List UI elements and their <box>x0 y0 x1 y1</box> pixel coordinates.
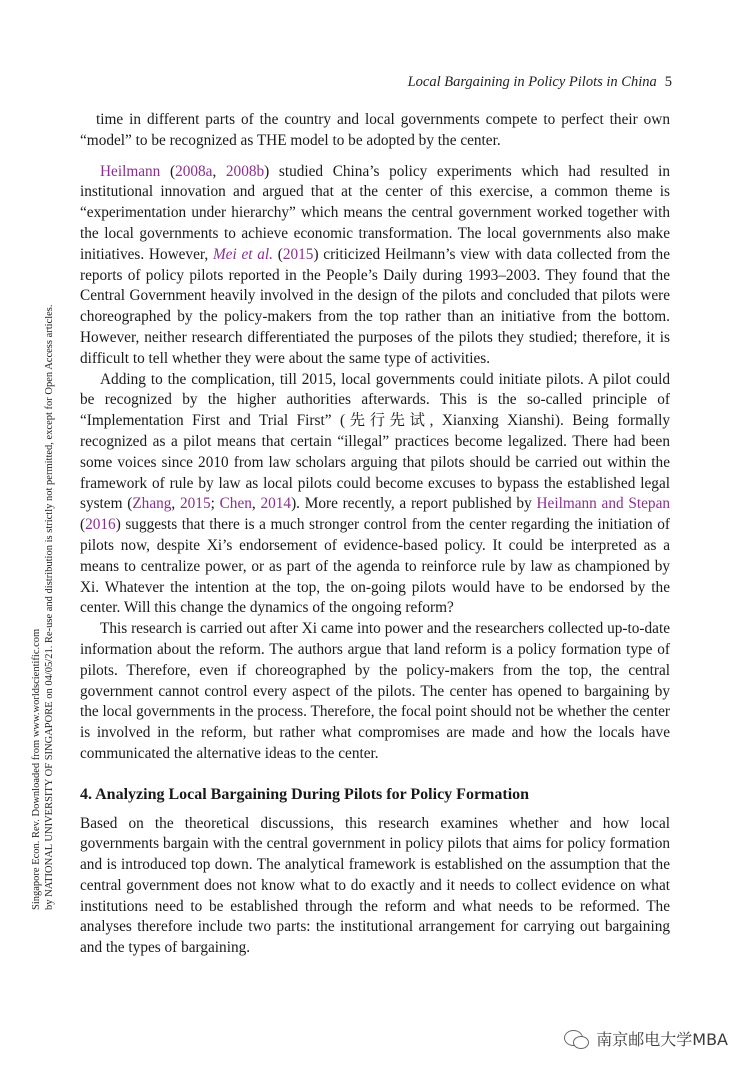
paragraph-text: Adding to the complication, till 2015, local governments could initiate pilots. A pilot could be recognized by the higher authorities afterwards. This is the so-called principle of “Implementation First and Trial First” (先行先试, Xianxing Xianshi). Being formally recognized as a pilot means that certain “illegal” practices become legalized. There had been some voices since 2010 from law scholars arguing that pilots should be carried out within the framework of rule by law as local pilots could become excuses to bypass the established legal system ( <box>80 370 670 513</box>
citation-link[interactable]: Mei et al. <box>212 245 273 263</box>
paragraph-text: , <box>212 162 226 180</box>
citation-link[interactable]: 2016 <box>85 516 116 534</box>
download-notice-line-1: Singapore Econ. Rev. Downloaded from www.worldscientific.com <box>31 628 42 910</box>
paragraph-heilmann <box>80 162 670 370</box>
wechat-watermark <box>564 1027 728 1050</box>
paragraph-text: , <box>251 495 261 513</box>
watermark-text: 南京邮电大学MBA <box>596 1030 728 1049</box>
paragraph-text: ( <box>160 162 176 180</box>
citation-link[interactable]: Zhang <box>132 495 172 513</box>
paragraph-text: ( <box>272 245 283 263</box>
paragraph-text: ) criticized Heilmann’s view with data collected from the reports of policy pilots reported in the People’s Daily during 1993–2003. They found that the Central Government heavily involved in the design of the pilots and concluded that pilots were choreographed by the policy-makers from the top rather than an initiative from the bottom. However, neither research differentiated the purposes of the pilots they studied; therefore, it is difficult to tell whether they were about the same type of activities. <box>80 245 670 367</box>
citation-link[interactable]: Heilmann <box>100 162 161 180</box>
citation-link[interactable]: Chen <box>219 495 252 513</box>
running-title: Local Bargaining in Policy Pilots in China <box>407 74 657 90</box>
paragraph-complication <box>80 370 670 620</box>
running-head <box>408 74 672 91</box>
paragraph-text: ; <box>210 495 220 513</box>
citation-link[interactable]: Heilmann and Stepan <box>536 495 671 513</box>
download-notice-line-2: by NATIONAL UNIVERSITY OF SINGAPORE on 04/05/21. Re-use and distribution is strictly not permitted, except for Open Access articles. <box>44 304 55 910</box>
citation-link[interactable]: 2015 <box>180 495 211 513</box>
citation-link[interactable]: 2008b <box>225 162 265 180</box>
paragraph-framework: Based on the theoretical discussions, this research examines whether and how local governments bargain with the central government in policy pilots that aims for policy formation and is introduced top down. The analytical framework is established on the assumption that the central government does not know what to do exactly and it needs to collect evidence on what institutions need to be established through the reform and what needs to be reformed. The analyses therefore include two parts: the institutional arrangement for carrying out bargaining and the types of bargaining. <box>80 814 670 957</box>
citation-link[interactable]: 2015 <box>282 245 314 263</box>
article-body <box>80 110 670 959</box>
download-notice <box>30 190 56 910</box>
citation-link[interactable]: 2014 <box>260 495 292 513</box>
paragraph-text: ) studied China’s policy experiments which had resulted in institutional innovation and argued that at the center of this exercise, a common theme is “experimentation under hierarchy” which means the central government worked together with the local governments to achieve economic transformation. The local governments also make initiatives. However, <box>80 162 670 263</box>
citation-link[interactable]: 2008a <box>175 162 213 180</box>
paragraph-research: This research is carried out after Xi came into power and the researchers collected up-to-date information about the reform. The authors argue that land reform is a policy formation type of pilots. Therefore, even if choreographed by the policy-makers from the top, the central government cannot control every aspect of the pilots. The center has opened to bargaining by the local governments in the process. Therefore, the focal point should not be whether the center is involved in the reform, but rather what compromises are made and how the locals have communicated the alternative ideas to the center. <box>80 620 670 762</box>
paragraph-text: ) suggests that there is a much stronger control from the center regarding the initiation of pilots now, despite Xi’s endorsement of evidence-based policy. It could be interpreted as a means to centralize power, or as part of the agenda to reinforce rule by law as championed by Xi. Whatever the intention at the top, the on-going pilots would have to be endorsed by the center. Will this change the dynamics of the ongoing reform? <box>80 516 670 617</box>
section-heading: 4. Analyzing Local Bargaining During Pilots for Policy Formation <box>80 785 530 803</box>
paragraph-continuation: time in different parts of the country and local governments compete to perfect their own “model” to be recognized as THE model to be adopted by the center. <box>80 111 670 149</box>
paragraph-text: , <box>171 495 180 513</box>
paragraph-text: ( <box>80 516 86 534</box>
wechat-icon <box>564 1029 590 1049</box>
page-number: 5 <box>664 74 672 90</box>
paragraph-text: ). More recently, a report published by <box>291 495 537 513</box>
